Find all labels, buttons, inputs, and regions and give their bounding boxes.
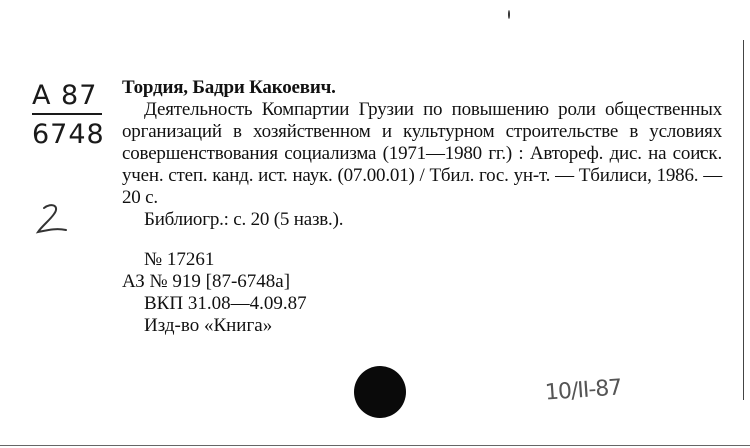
accession-number: № 17261 [144, 249, 215, 270]
entry-body: Деятельность Компартии Грузии по повышению роли общественных организаций в хозяйственном и культурном строительстве в условиях совершенствования социализма (1971—1980 гг.) : Автореф. дис. на соиск. учен. степ. канд. ист. наук. (07.00.01) / Тбил. гос. ун-т. — Тбилиси, 1986. — 20 с. [122, 99, 722, 208]
card-edge-bottom [0, 445, 750, 446]
registration-block [122, 249, 307, 337]
punch-hole [354, 366, 406, 418]
card-edge-right [743, 40, 744, 400]
call-number-number: 6748 [32, 113, 102, 152]
entry-bibliography: Библиогр.: с. 20 (5 назв.). [144, 209, 344, 230]
az-number: АЗ № 919 [87-6748а] [122, 271, 291, 292]
handwritten-mark [30, 200, 80, 240]
call-number-shelf: А 87 [32, 80, 98, 111]
call-number [32, 78, 105, 152]
entry-author: Тордия, Бадри Какоевич. [122, 77, 336, 98]
pencil-note: 10/II-87 [544, 375, 623, 406]
vkp-date: ВКП 31.08—4.09.87 [144, 293, 307, 314]
publisher: Изд-во «Книга» [144, 315, 273, 336]
speck [508, 10, 510, 19]
bibliographic-entry [122, 77, 722, 231]
